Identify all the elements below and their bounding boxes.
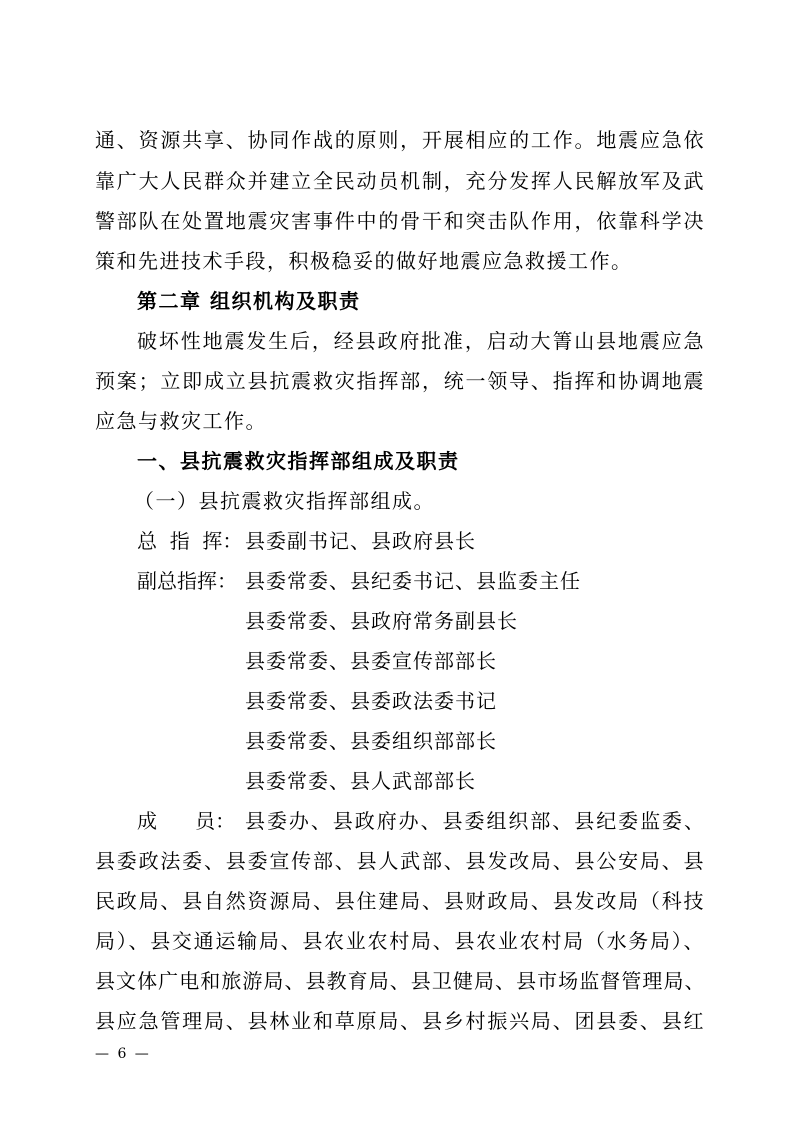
deputy-value: 县委常委、县政府常务副县长 <box>245 609 518 633</box>
members-line: 县委政法委、县委宣传部、县人武部、县发改局、县公安局、县 <box>95 849 705 873</box>
subsection-title: （一）县抗震救灾指挥部组成。 <box>134 489 435 513</box>
body-text-line: 破坏性地震发生后，经县政府批准，启动大箐山县地震应急 <box>137 329 705 353</box>
body-text-line: 预案；立即成立县抗震救灾指挥部，统一领导、指挥和协调地震 <box>95 369 705 393</box>
members-label: 成 员： <box>137 809 236 833</box>
members-line: 县应急管理局、县林业和草原局、县乡村振兴局、团县委、县红 <box>95 1009 705 1033</box>
body-text-line: 通、资源共享、协同作战的原则，开展相应的工作。地震应急依 <box>95 128 705 152</box>
members-line: 县文体广电和旅游局、县教育局、县卫健局、县市场监督管理局、 <box>95 969 705 993</box>
body-text-line: 警部队在处置地震灾害事件中的骨干和突击队作用，依靠科学决 <box>95 209 705 233</box>
body-text-line: 策和先进技术手段，积极稳妥的做好地震应急救援工作。 <box>95 249 633 273</box>
members-line: 民政局、县自然资源局、县住建局、县财政局、县发改局（科技 <box>95 889 705 913</box>
members-line: 局）、县交通运输局、县农业农村局、县农业农村局（水务局）、 <box>95 929 705 953</box>
deputy-value: 县委常委、县人武部部长 <box>245 769 476 793</box>
section-title: 一、县抗震救灾指挥部组成及职责 <box>137 449 460 473</box>
chapter-title: 第二章 组织机构及职责 <box>137 289 361 313</box>
deputy-value: 县委常委、县委组织部部长 <box>245 729 497 753</box>
page-number: — 6 — <box>95 1046 151 1062</box>
body-text-line: 应急与救灾工作。 <box>95 409 267 433</box>
commander-value: 县委副书记、县政府县长 <box>245 529 476 553</box>
members-value: 县委办、县政府办、县委组织部、县纪委监委、 <box>245 809 705 833</box>
commander-label: 总 指 挥： <box>137 529 243 553</box>
deputy-value: 县委常委、县委政法委书记 <box>245 689 497 713</box>
deputy-value: 县委常委、县纪委书记、县监委主任 <box>245 569 581 593</box>
deputy-value: 县委常委、县委宣传部部长 <box>245 649 497 673</box>
body-text-line: 靠广大人民群众并建立全民动员机制，充分发挥人民解放军及武 <box>95 169 705 193</box>
deputy-label: 副总指挥： <box>137 569 237 593</box>
